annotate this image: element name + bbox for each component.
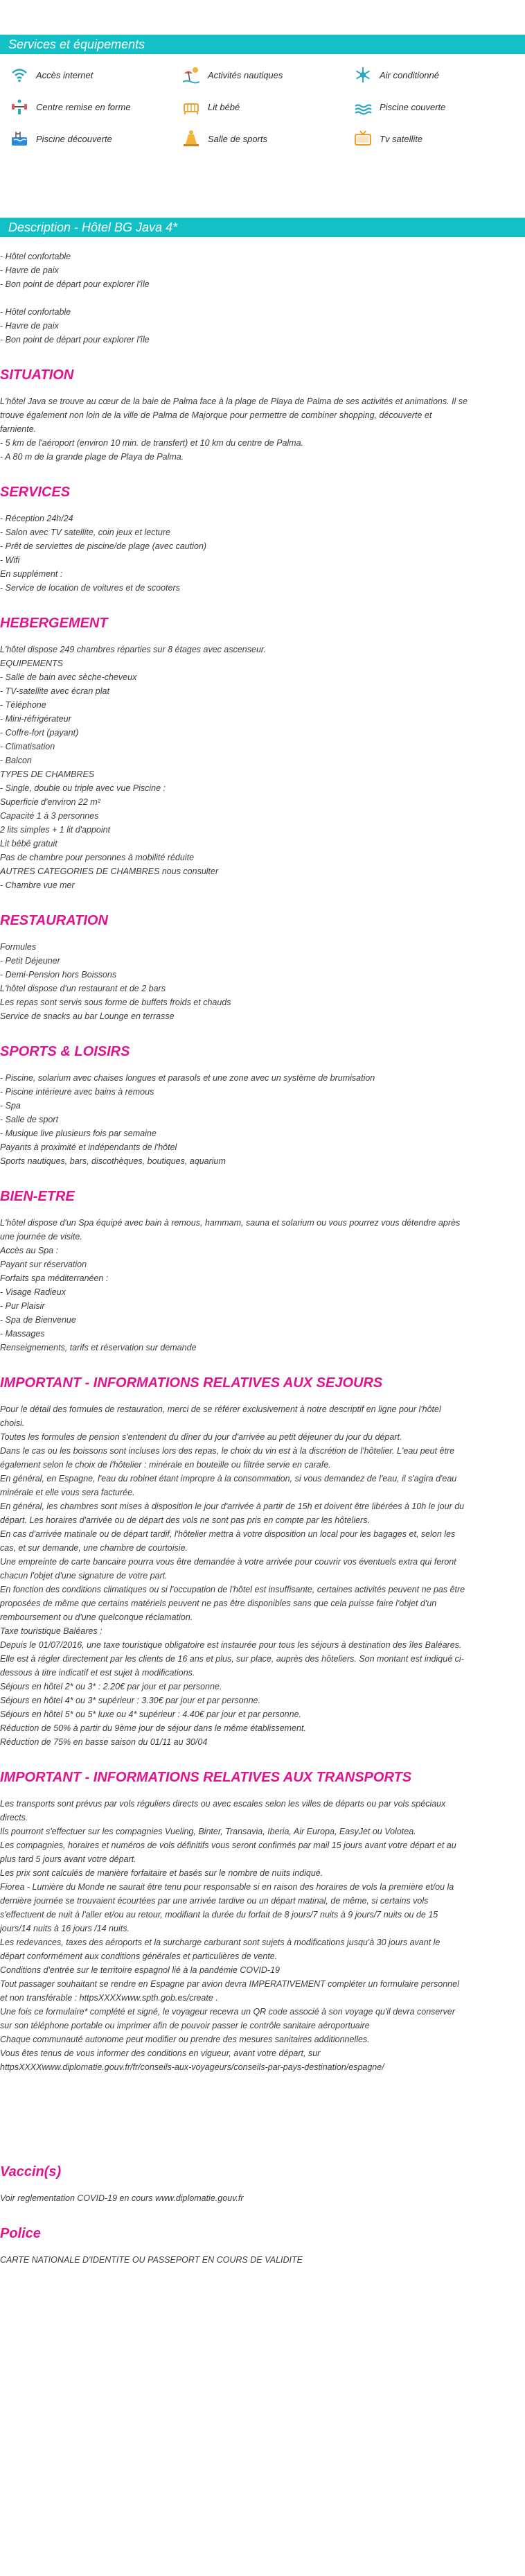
fitness-icon [10,97,29,116]
section-line: - Petit Déjeuner [0,956,60,966]
section-title: SITUATION [0,367,74,383]
amenity-item [181,129,353,148]
section-line: - TV-satellite avec écran plat [0,686,109,696]
amenity-item [353,97,525,116]
section-line: Taxe touristique Baléares : [0,1626,103,1636]
amenity-label: Tv satellite [380,133,423,144]
section-line: AUTRES CATEGORIES DE CHAMBRES nous consulter [0,867,219,876]
section-title: HEBERGEMENT [0,616,108,631]
section-line: Une empreinte de carte bancaire pourra vous être demandée à votre arrivée pour couvrir vos éventuels extra qui feront [0,1557,456,1567]
section [0,367,525,464]
section-line: plus tard 5 jours avant votre départ. [0,1854,136,1864]
section-line: Capacité 1 à 3 personnes [0,811,99,821]
amenity-item [181,65,353,85]
section-line: - Service de location de voitures et de scooters [0,583,180,593]
section-line: Réduction de 75% en basse saison du 01/11 au 30/04 [0,1737,208,1747]
section-line: httpsXXXXwww.diplomatie.gouv.fr/fr/conseils-aux-voyageurs/conseils-par-pays-destination/espagne/ [0,2062,384,2072]
vaccin-text: Voir reglementation COVID-19 en cours www.diplomatie.gouv.fr [0,2193,244,2203]
amenity-label: Accès internet [36,69,94,80]
section-line: En général, les chambres sont mises à disposition le jour d'arrivée à partir de 15h et doivent être libérées à 10h le jour du [0,1502,465,1511]
section-line: Renseignements, tarifs et réservation sur demande [0,1343,197,1352]
sections-container [0,367,525,2074]
section-line: dessous à titre indicatif et est sujet à modifications. [0,1668,195,1678]
section-line: Dans le cas ou les boissons sont incluses lors des repas, le choix du vin est à la discrétion de l'hôtelier. L'eau peut être [0,1446,455,1456]
wifi-icon [10,65,29,85]
amenities-title: Services et équipements [8,37,145,51]
amenity-label: Lit bébé [208,101,240,112]
section-line: Séjours en hôtel 5* ou 5* luxe ou 4* supérieur : 4.40€ par jour et par personne. [0,1709,302,1719]
section-line: - Salle de bain avec sèche-cheveux [0,672,137,682]
section-line: - 5 km de l'aéroport (environ 10 min. de transfert) et 10 km du centre de Palma. [0,438,304,448]
section-line: chacun l'objet d'une signature de votre part. [0,1571,168,1581]
amenity-label: Centre remise en forme [36,101,131,112]
section-line: Les redevances, taxes des aéroports et la surcharge carburant sont sujets à modifications jusqu'à 30 jours avant le [0,1938,441,1947]
section-line: - Massages [0,1329,45,1339]
intro-line: - Hôtel confortable [0,307,71,317]
description-content [0,237,525,2267]
amenities-grid [0,54,525,148]
description-header [0,218,525,237]
amenity-item [10,129,181,148]
section-line: cas, et sur demande, une chambre de courtoisie. [0,1543,188,1553]
section-line: Sports nautiques, bars, discothèques, boutiques, aquarium [0,1156,226,1166]
section-line: Fiorea - Lumière du Monde ne saurait être tenu pour responsable si en raison des horaires de vols la première et/ou la [0,1882,454,1892]
section-line: - Piscine, solarium avec chaises longues et parasols et une zone avec un système de brumisation [0,1073,375,1083]
section [0,913,525,1023]
section [0,616,525,892]
section-line: Elle est à régler directement par les clients de 16 ans et plus, sur place, auprès des hôteliers. Son montant est indiqué ci- [0,1654,464,1664]
section-line: - Piscine intérieure avec bains à remous [0,1087,154,1097]
amenities-header [0,35,525,54]
section-line: et non transférable : httpsXXXXwww.spth.gob.es/create . [0,1993,218,2003]
section-line: - Spa de Bienvenue [0,1315,76,1325]
section-line: sur son téléphone portable ou imprimer afin de pouvoir passer le contrôle sanitaire aéroportuaire [0,2021,370,2030]
gym-icon [181,129,201,148]
snowflake-icon [353,65,373,85]
section-line: Tout passager souhaitant se rendre en Espagne par avion devra IMPERATIVEMENT compléter un formulaire personnel [0,1979,459,1989]
amenity-label: Air conditionné [380,69,439,80]
section-line: - Chambre vue mer [0,880,75,890]
section-line: - Musique live plusieurs fois par semaine [0,1129,157,1138]
intro-line: - Bon point de départ pour explorer l'île [0,335,150,345]
hotel-page [0,35,525,2267]
section-line: En général, en Espagne, l'eau du robinet étant impropre à la consommation, si vous demandez de l'eau, il s'agira d'eau [0,1474,457,1483]
section-line: remboursement ou d'une quelconque réclamation. [0,1612,193,1622]
section-line: minérale et elle vous sera facturée. [0,1488,135,1497]
section-line: trouve également non loin de la ville de Palma de Majorque pour permettre de combiner shopping, découverte et [0,410,432,420]
section-line: Chaque communauté autonome peut modifier ou prendre des mesures sanitaires additionnelles. [0,2035,370,2044]
police-title: Police [0,2226,41,2241]
section-line: Superficie d'environ 22 m² [0,797,100,807]
section-line: En fonction des conditions climatiques ou si l'occupation de l'hôtel est insuffisante, certaines activités peuvent ne pas être [0,1585,465,1594]
beach-icon [181,65,201,85]
section-line: également selon le choix de l'hôtelier : minérale en bouteille ou filtrée servie en carafe. [0,1460,331,1470]
section-line: Les repas sont servis sous forme de buffets froids et chauds [0,998,231,1007]
intro-line: - Havre de paix [0,321,59,331]
section-line: - Salle de sport [0,1115,59,1124]
section-line: choisi. [0,1418,25,1428]
section-line: - Visage Radieux [0,1287,66,1297]
section-line: - Prêt de serviettes de piscine/de plage (avec caution) [0,541,207,551]
section-line: Pour le détail des formules de restauration, merci de se référer exclusivement à notre descriptif en ligne pour l'hôtel [0,1404,441,1414]
amenity-label: Activités nautiques [208,69,283,80]
section-line: Formules [0,942,37,952]
crib-icon [181,97,201,116]
section-line: Séjours en hôtel 4* ou 3* supérieur : 3.30€ par jour et par personne. [0,1696,260,1705]
section-line: une journée de visite. [0,1232,82,1242]
section-line: Ils pourront s'effectuer sur les compagnies Vueling, Binter, Transavia, Iberia, Air Europa, EasyJet ou Volotea. [0,1827,416,1836]
intro-line: - Bon point de départ pour explorer l'île [0,279,150,289]
section-line: Toutes les formules de pension s'entendent du dîner du jour d'arrivée au petit déjeuner du jour du départ. [0,1432,402,1442]
section-line: s'effectuent de nuit à l'aller et/ou au retour, modifiant la durée du forfait de 8 jours/7 nuits à 9 jours/7 nuits ou de 15 [0,1910,438,1920]
section-line: EQUIPEMENTS [0,659,63,668]
section-title: IMPORTANT - INFORMATIONS RELATIVES AUX SEJOURS [0,1375,383,1391]
section-line: - Mini-réfrigérateur [0,714,71,724]
section-line: - Climatisation [0,742,55,751]
section-line: Une fois ce formulaire* complété et signé, le voyageur recevra un QR code associé à son voyage qu'il devra conserver [0,2007,455,2017]
section-line: Séjours en hôtel 2* ou 3* : 2.20€ par jour et par personne. [0,1682,222,1691]
amenity-item [10,65,181,85]
section-line: - Réception 24h/24 [0,514,73,523]
section-line: proposées de même que certains matériels peuvent ne pas être disponibles sans que cela puisse faire l'objet d'un [0,1599,437,1608]
section-line: Les prix sont calculés de manière forfaitaire et basés sur le nombre de nuits indiqué. [0,1868,323,1878]
amenity-label: Piscine couverte [380,101,446,112]
section-line: TYPES DE CHAMBRES [0,769,95,779]
police-text: CARTE NATIONALE D'IDENTITE OU PASSEPORT EN COURS DE VALIDITE [0,2255,303,2265]
section-line: - Salon avec TV satellite, coin jeux et lecture [0,528,170,537]
amenity-item [10,97,181,116]
section-line: Forfaits spa méditerranéen : [0,1273,109,1283]
intro-spacer [0,291,525,305]
section-line: Service de snacks au bar Lounge en terrasse [0,1011,175,1021]
amenity-label: Piscine découverte [36,133,112,144]
section-line: L'hôtel dispose d'un Spa équipé avec bain à remous, hammam, sauna et solarium ou vous pourrez vous détendre après [0,1218,461,1228]
section-line: Les compagnies, horaires et numéros de vols définitifs vous seront confirmés par mail 15 jours avant votre départ et au [0,1840,456,1850]
amenity-item [353,129,525,148]
section-line: 2 lits simples + 1 lit d'appoint [0,825,111,835]
section-line: farniente. [0,424,37,434]
section-title: IMPORTANT - INFORMATIONS RELATIVES AUX TRANSPORTS [0,1770,412,1785]
section-title: RESTAURATION [0,913,108,928]
vaccin-title: Vaccin(s) [0,2164,62,2179]
section-line: Depuis le 01/07/2016, une taxe touristique obligatoire est instaurée pour tous les séjours à destination des îles Baléares. [0,1640,462,1650]
section-line: - Single, double ou triple avec vue Piscine : [0,783,166,793]
section-line: - Coffre-fort (payant) [0,728,79,738]
section-line: jours/14 nuits à 16 jours /14 nuits. [0,1924,130,1933]
section-line: Vous êtes tenus de vous informer des conditions en vigueur, avant votre départ, sur [0,2048,321,2058]
section-line: - Demi-Pension hors Boissons [0,970,117,980]
intro-block [0,250,525,347]
description-title: Description - Hôtel BG Java 4* [8,220,178,234]
section-line: - Wifi [0,555,20,565]
section-line: Payant sur réservation [0,1260,87,1269]
section-line: Payants à proximité et indépendants de l'hôtel [0,1142,177,1152]
section-line: Réduction de 50% à partir du 9ème jour de séjour dans le même établissement. [0,1723,306,1733]
section [0,1044,525,1168]
section-line: Lit bébé gratuit [0,839,57,848]
section-title: BIEN-ETRE [0,1189,75,1204]
section-line: - Balcon [0,756,32,765]
section-line: Conditions d'entrée sur le territoire espagnol lié à la pandémie COVID-19 [0,1965,280,1975]
tv-icon [353,129,373,148]
amenity-item [181,97,353,116]
section-line: Les transports sont prévus par vols réguliers directs ou avec escales selon les villes de départs ou par vols spéciaux [0,1799,446,1809]
section-line: départ conformément aux conditions générales et particulières de vente. [0,1951,278,1961]
pool-icon [353,97,373,116]
section-line: Accès au Spa : [0,1246,59,1255]
section-line: - Pur Plaisir [0,1301,45,1311]
section-title: SERVICES [0,485,71,500]
section [0,1375,525,1749]
section-line: départ. Les horaires d'arrivée ou de départ des vols ne sont pas pris en compte par les hôteliers. [0,1515,370,1525]
intro-line: - Havre de paix [0,266,59,275]
amenity-item [353,65,525,85]
section-line: En cas d'arrivée matinale ou de départ tardif, l'hôtelier mettra à votre disposition un local pour les bagages et, selon les [0,1529,456,1539]
amenity-label: Salle de sports [208,133,267,144]
section-line: En supplément : [0,569,63,579]
section [0,1770,525,2074]
section-line: directs. [0,1813,28,1822]
section-line: L'hôtel Java se trouve au cœur de la baie de Palma face à la plage de Playa de Palma de ses activités et animations. Il se [0,397,468,406]
outdoor-pool-icon [10,129,29,148]
section-line: - Spa [0,1101,21,1111]
section-title: SPORTS & LOISIRS [0,1044,130,1059]
section-line: L'hôtel dispose d'un restaurant et de 2 bars [0,984,166,993]
section-line: L'hôtel dispose 249 chambres réparties sur 8 étages avec ascenseur. [0,645,267,654]
section-line: - A 80 m de la grande plage de Playa de Palma. [0,452,184,462]
intro-line: - Hôtel confortable [0,252,71,261]
section [0,485,525,595]
section [0,1189,525,1355]
section-line: dernière journée se trouvaient écourtées par une arrivée tardive ou un départ matinal, de même, si certains vols [0,1896,429,1906]
section-line: Pas de chambre pour personnes à mobilité réduite [0,853,195,862]
section-line: - Téléphone [0,700,46,710]
